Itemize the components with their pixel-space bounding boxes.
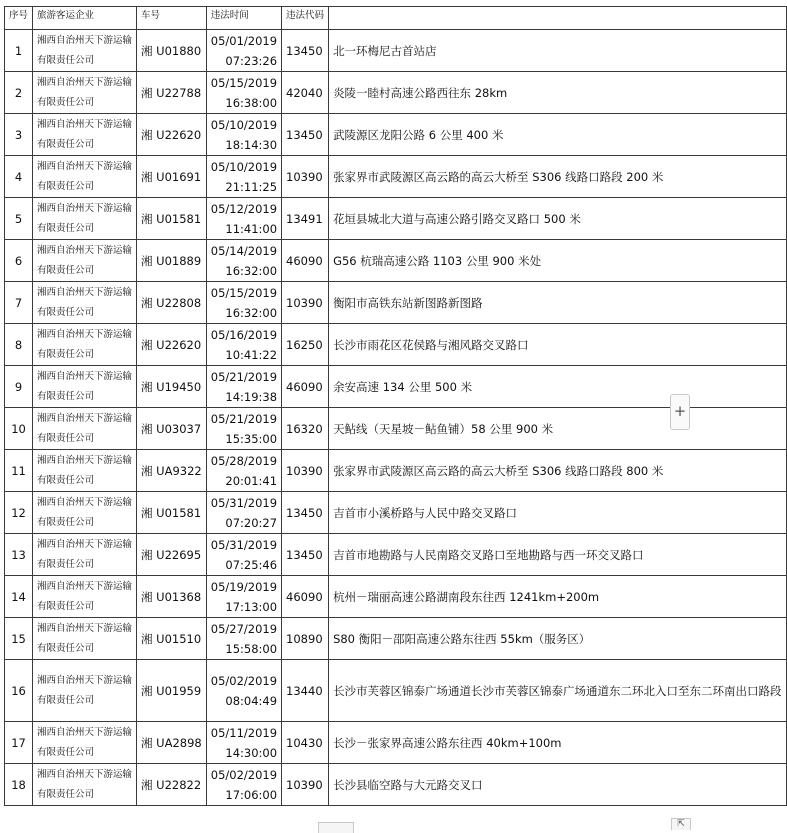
company-cell [33,534,137,576]
violation-location: 长沙县临空路与大元路交叉口 [329,764,787,806]
row-number: 8 [5,324,33,366]
violation-time-cell [206,156,281,198]
company-name-line2: 有限责任公司 [37,180,95,192]
company-name-line1: 湘西自治州天下游运输 [37,244,133,256]
company-name-line2: 有限责任公司 [37,306,95,318]
row-number: 6 [5,240,33,282]
company-name-line1: 湘西自治州天下游运输 [37,412,133,424]
company-name-line1: 湘西自治州天下游运输 [37,674,133,686]
violation-code: 46090 [282,366,329,408]
company-name-line2: 有限责任公司 [37,222,95,234]
row-number: 18 [5,764,33,806]
violation-date: 05/11/2019 [210,725,278,740]
car-number: 湘 U22620 [137,324,207,366]
violation-date: 05/02/2019 [210,673,278,688]
violation-time-cell [206,660,281,722]
car-number: 湘 U01368 [137,576,207,618]
violation-clock: 14:30:00 [225,745,278,760]
company-name-line1: 湘西自治州天下游运输 [37,768,133,780]
company-name-line1: 湘西自治州天下游运输 [37,328,133,340]
table-row [5,618,787,660]
row-number: 16 [5,660,33,722]
car-number: 湘 UA9322 [137,450,207,492]
violation-clock: 15:35:00 [225,431,278,446]
header-code: 违法代码 [282,7,329,30]
car-number: 湘 U01581 [137,198,207,240]
company-cell [33,660,137,722]
violation-location: 长沙市芙蓉区锦泰广场通道长沙市芙蓉区锦泰广场通道东二环北入口至东二环南出口路段 [329,660,787,722]
table-row [5,114,787,156]
car-number: 湘 U01691 [137,156,207,198]
violation-time-cell [206,408,281,450]
company-cell [33,408,137,450]
company-cell [33,324,137,366]
violation-location: 吉首市小溪桥路与人民中路交叉路口 [329,492,787,534]
violation-time-cell [206,114,281,156]
violation-date: 05/27/2019 [210,621,278,636]
table-resize-icon[interactable]: ⇱ [671,818,691,830]
row-number: 12 [5,492,33,534]
table-row [5,576,787,618]
company-cell [33,72,137,114]
violation-clock: 07:20:27 [225,515,278,530]
violation-clock: 07:25:46 [225,557,278,572]
violation-date: 05/01/2019 [210,33,278,48]
table-row [5,30,787,72]
violation-location: 花垣县城北大道与高速公路引路交叉路口 500 米 [329,198,787,240]
violation-time-cell [206,534,281,576]
row-number: 2 [5,72,33,114]
violation-date: 05/10/2019 [210,117,278,132]
company-cell [33,450,137,492]
violation-location: S80 衡阳－邵阳高速公路东往西 55km（服务区） [329,618,787,660]
company-cell [33,576,137,618]
violation-clock: 21:11:25 [225,179,278,194]
company-cell [33,492,137,534]
table-row [5,492,787,534]
violation-time-cell [206,618,281,660]
company-name-line2: 有限责任公司 [37,746,95,758]
violation-code: 10430 [282,722,329,764]
violation-location: 天鲇线（天星坡－鲇鱼铺）58 公里 900 米 [329,408,787,450]
table-row [5,408,787,450]
car-number: 湘 U01510 [137,618,207,660]
violation-date: 05/14/2019 [210,243,278,258]
car-number: 湘 U22788 [137,72,207,114]
row-number: 13 [5,534,33,576]
table-row [5,240,787,282]
violation-location: 张家界市武陵源区高云路的高云大桥至 S306 线路口路段 800 米 [329,450,787,492]
company-name-line1: 湘西自治州天下游运输 [37,454,133,466]
car-number: 湘 U19450 [137,366,207,408]
violation-clock: 20:01:41 [225,473,278,488]
company-name-line1: 湘西自治州天下游运输 [37,76,133,88]
violation-location: 张家界市武陵源区高云路的高云大桥至 S306 线路口路段 200 米 [329,156,787,198]
violation-code: 10390 [282,764,329,806]
violation-clock: 16:32:00 [225,305,278,320]
violation-time-cell [206,282,281,324]
company-name-line1: 湘西自治州天下游运输 [37,286,133,298]
violation-date: 05/31/2019 [210,495,278,510]
row-number: 9 [5,366,33,408]
header-time: 违法时间 [206,7,281,30]
table-row [5,722,787,764]
company-cell [33,240,137,282]
company-cell [33,30,137,72]
table-row [5,660,787,722]
car-number: 湘 U22808 [137,282,207,324]
company-name-line1: 湘西自治州天下游运输 [37,538,133,550]
row-number: 15 [5,618,33,660]
violation-code: 13440 [282,660,329,722]
violation-code: 16320 [282,408,329,450]
violation-date: 05/31/2019 [210,537,278,552]
violation-time-cell [206,366,281,408]
violation-location: 杭州－瑞丽高速公路湖南段东往西 1241km+200m [329,576,787,618]
table-row [5,534,787,576]
row-number: 4 [5,156,33,198]
table-row [5,450,787,492]
car-number: 湘 U22695 [137,534,207,576]
company-name-line2: 有限责任公司 [37,558,95,570]
violation-code: 46090 [282,576,329,618]
row-number: 3 [5,114,33,156]
violation-clock: 17:06:00 [225,787,278,802]
table-row [5,198,787,240]
violation-date: 05/16/2019 [210,327,278,342]
violation-location: 吉首市地勘路与人民南路交叉路口至地勘路与西一环交叉路口 [329,534,787,576]
header-row [5,7,787,30]
violation-time-cell [206,72,281,114]
header-company: 旅游客运企业 [33,7,137,30]
violation-time-cell [206,492,281,534]
company-cell [33,764,137,806]
company-name-line2: 有限责任公司 [37,694,95,706]
company-name-line1: 湘西自治州天下游运输 [37,726,133,738]
violation-clock: 16:32:00 [225,263,278,278]
car-number: 湘 U01889 [137,240,207,282]
violation-location: 余安高速 134 公里 500 米 [329,366,787,408]
violation-time-cell [206,450,281,492]
add-row-button[interactable]: + [670,394,690,430]
row-number: 10 [5,408,33,450]
car-number: 湘 U01880 [137,30,207,72]
company-name-line1: 湘西自治州天下游运输 [37,118,133,130]
company-name-line1: 湘西自治州天下游运输 [37,580,133,592]
violation-date: 05/19/2019 [210,579,278,594]
company-name-line2: 有限责任公司 [37,516,95,528]
row-number: 17 [5,722,33,764]
company-name-line1: 湘西自治州天下游运输 [37,496,133,508]
violation-code: 46090 [282,240,329,282]
company-name-line2: 有限责任公司 [37,348,95,360]
violation-time-cell [206,576,281,618]
violation-code: 13450 [282,492,329,534]
header-location [329,7,787,30]
company-cell [33,618,137,660]
company-cell [33,198,137,240]
violation-date: 05/21/2019 [210,369,278,384]
violation-clock: 18:14:30 [225,137,278,152]
table-row [5,156,787,198]
violation-clock: 11:41:00 [225,221,278,236]
car-number: 湘 UA2898 [137,722,207,764]
car-number: 湘 U01581 [137,492,207,534]
car-number: 湘 U22620 [137,114,207,156]
company-name-line2: 有限责任公司 [37,54,95,66]
violation-code: 13450 [282,114,329,156]
violation-location: 北一环梅尼古首站店 [329,30,787,72]
company-cell [33,156,137,198]
violation-time-cell [206,30,281,72]
table-row [5,764,787,806]
car-number: 湘 U01959 [137,660,207,722]
company-name-line1: 湘西自治州天下游运输 [37,370,133,382]
violation-location: 长沙－张家界高速公路东往西 40km+100m [329,722,787,764]
violation-location: G56 杭瑞高速公路 1103 公里 900 米处 [329,240,787,282]
violation-code: 13491 [282,198,329,240]
violation-location: 衡阳市高铁东站新图路新图路 [329,282,787,324]
violation-time-cell [206,722,281,764]
header-no: 序号 [5,7,33,30]
violation-date: 05/12/2019 [210,201,278,216]
violation-time-cell [206,240,281,282]
violation-date: 05/15/2019 [210,75,278,90]
company-name-line2: 有限责任公司 [37,432,95,444]
row-number: 5 [5,198,33,240]
violation-clock: 07:23:26 [225,53,278,68]
row-number: 1 [5,30,33,72]
violation-date: 05/15/2019 [210,285,278,300]
company-name-line2: 有限责任公司 [37,788,95,800]
company-name-line1: 湘西自治州天下游运输 [37,622,133,634]
company-name-line1: 湘西自治州天下游运输 [37,34,133,46]
car-number: 湘 U22822 [137,764,207,806]
company-name-line2: 有限责任公司 [37,474,95,486]
violation-clock: 10:41:22 [225,347,278,362]
table-row [5,282,787,324]
company-name-line2: 有限责任公司 [37,642,95,654]
violation-time-cell [206,324,281,366]
resize-tab[interactable] [318,822,354,833]
row-number: 14 [5,576,33,618]
violation-location: 长沙市雨花区花侯路与湘风路交叉路口 [329,324,787,366]
violation-date: 05/10/2019 [210,159,278,174]
violation-code: 16250 [282,324,329,366]
violation-date: 05/28/2019 [210,453,278,468]
company-cell [33,722,137,764]
table-row [5,72,787,114]
company-name-line2: 有限责任公司 [37,264,95,276]
violation-time-cell [206,764,281,806]
violation-location: 武陵源区龙阳公路 6 公里 400 米 [329,114,787,156]
header-car: 车号 [137,7,207,30]
company-cell [33,366,137,408]
company-cell [33,282,137,324]
violation-clock: 08:04:49 [225,693,278,708]
violation-code: 13450 [282,30,329,72]
violation-time-cell [206,198,281,240]
violation-clock: 15:58:00 [225,641,278,656]
violation-code: 42040 [282,72,329,114]
violation-location: 炎陵一睦村高速公路西往东 28km [329,72,787,114]
company-name-line1: 湘西自治州天下游运输 [37,202,133,214]
violation-code: 10390 [282,156,329,198]
company-cell [33,114,137,156]
violation-code: 10390 [282,282,329,324]
violation-code: 13450 [282,534,329,576]
company-name-line2: 有限责任公司 [37,390,95,402]
company-name-line1: 湘西自治州天下游运输 [37,160,133,172]
company-name-line2: 有限责任公司 [37,138,95,150]
table-row [5,366,787,408]
company-name-line2: 有限责任公司 [37,96,95,108]
company-name-line2: 有限责任公司 [37,600,95,612]
violation-clock: 14:19:38 [225,389,278,404]
table-body [5,30,787,806]
car-number: 湘 U03037 [137,408,207,450]
violation-clock: 16:38:00 [225,95,278,110]
violation-clock: 17:13:00 [225,599,278,614]
violation-date: 05/21/2019 [210,411,278,426]
violation-code: 10390 [282,450,329,492]
row-number: 11 [5,450,33,492]
violation-date: 05/02/2019 [210,767,278,782]
table-row [5,324,787,366]
violation-code: 10890 [282,618,329,660]
row-number: 7 [5,282,33,324]
